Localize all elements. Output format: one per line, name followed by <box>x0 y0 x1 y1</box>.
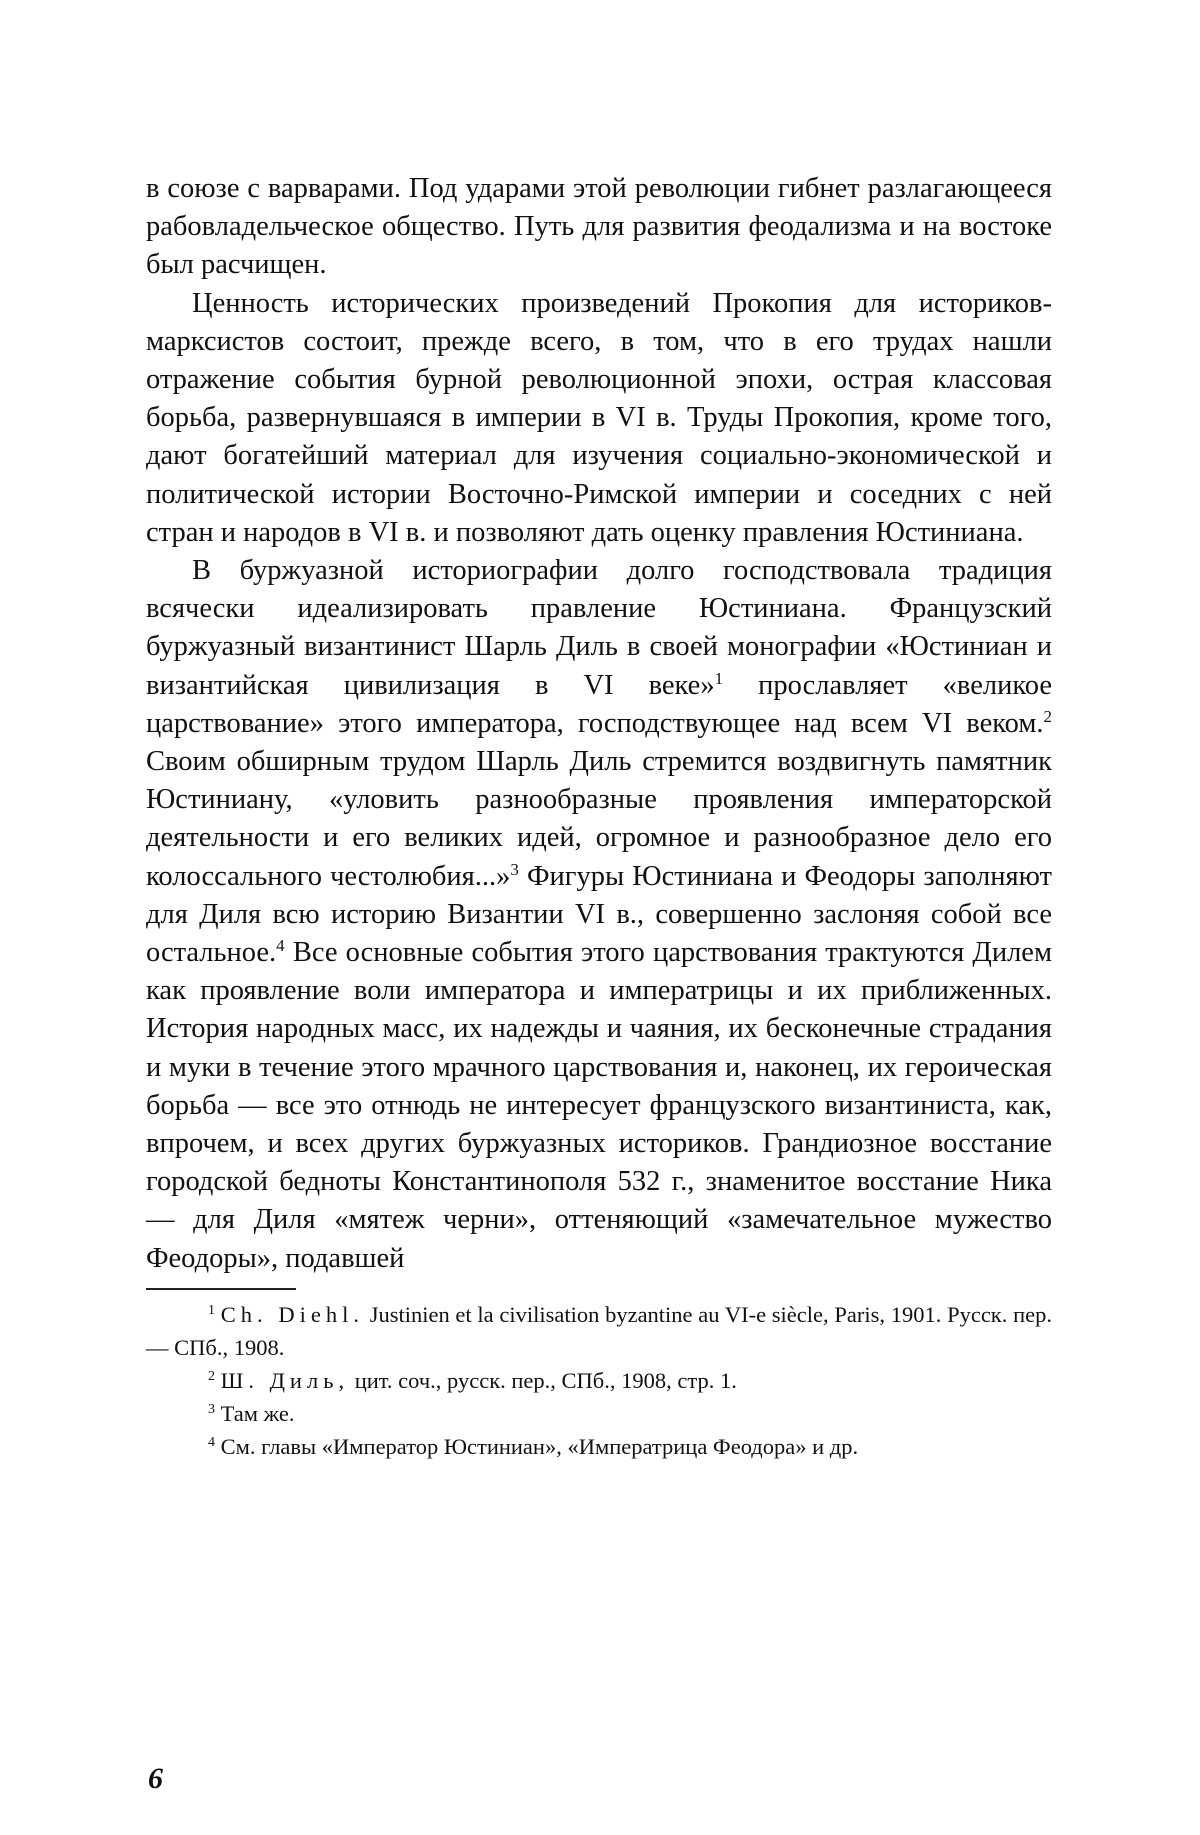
footnote-ref-3: 3 <box>510 859 519 879</box>
footnote-1 <box>146 1298 1052 1364</box>
paragraph-3-part-d: Фигуры Юстиниана и Феодоры заполняют для Диля всю историю Византии VI в., совершенно заслоняя собой все остальное. <box>146 860 1052 969</box>
footnote-ref-2: 2 <box>1043 706 1052 726</box>
paragraph-3 <box>146 552 1052 1278</box>
footnote-mark: 1 <box>208 1302 215 1318</box>
footnote-text: Там же. <box>220 1400 295 1426</box>
footnote-mark: 2 <box>208 1368 215 1384</box>
footnote-divider <box>146 1288 296 1290</box>
footnote-author: Ch. Diehl. <box>220 1301 364 1327</box>
footnote-3 <box>146 1397 1052 1430</box>
paragraph-3-part-e: Все основные события этого царствования трактуются Дилем как проявление воли императора и императрицы и их приближенных. История народных масс, их надежды и чаяния, их бесконечные страдания и муки в течение этого мрачного царствования и, наконец, их героическая борьба — все это отнюдь не интересует французского византиниста, как, впрочем, и всех других буржуазных историков. Грандиозное восстание городской бедноты Константинополя 532 г., знаменитое восстание Ника — для Диля «мятеж черни», оттеняющий «замечательное мужество Феодоры», подавшей <box>146 937 1052 1274</box>
paragraph-2: Ценность исторических произведений Прокопия для историков-марксистов состоит, прежде всего, в том, что в его трудах нашли отражение события бурной революционной эпохи, острая классовая борьба, развернувшаяся в империи в VI в. Труды Прокопия, кроме того, дают богатейший материал для изучения социально-экономической и политической истории Восточно-Римской империи и соседних с ней стран и народов в VI в. и позволяют дать оценку правления Юстиниана. <box>146 287 1052 548</box>
paragraph-3-part-c: Своим обширным трудом Шарль Диль стремится воздвигнуть памятник Юстиниану, «уловить разнообразные проявления императорской деятельности и его великих идей, огромное и разнообразное дело его колоссального честолюбия...» <box>146 746 1052 892</box>
footnote-text: Justinien et la civilisation byzantine au VI-e siècle, Paris, 1901. Русск. пер.— СПб., 1908. <box>146 1301 1052 1360</box>
footnote-mark: 3 <box>208 1401 215 1417</box>
page-body <box>146 170 1052 1463</box>
footnote-text: цит. соч., русск. пер., СПб., 1908, стр. 1. <box>349 1367 737 1393</box>
footnote-ref-4: 4 <box>276 936 285 956</box>
footnotes <box>146 1298 1052 1463</box>
footnote-text: См. главы «Император Юстиниан», «Императрица Феодора» и др. <box>220 1433 859 1459</box>
footnote-mark: 4 <box>208 1434 215 1450</box>
paragraph-3-part-b: прославляет «великое царствование» этого императора, господствующее над всем VI веком. <box>146 669 1052 739</box>
footnote-ref-1: 1 <box>714 668 724 688</box>
footnote-author: Ш. Диль, <box>220 1367 350 1393</box>
paragraph-1: в союзе с варварами. Под ударами этой революции гибнет разлагающееся рабовладельческое общество. Путь для развития феодализма и на востоке был расчищен. <box>146 173 1052 281</box>
footnote-4 <box>146 1430 1052 1463</box>
footnote-2 <box>146 1364 1052 1397</box>
paragraph-3-part-a: В буржуазной историографии долго господствовала традиция всячески идеализировать правление Юстиниана. Французский буржуазный византинист Шарль Диль в своей монографии «Юстиниан и византийская цивилизация в VI веке» <box>146 555 1052 701</box>
page-number: 6 <box>148 1762 163 1795</box>
